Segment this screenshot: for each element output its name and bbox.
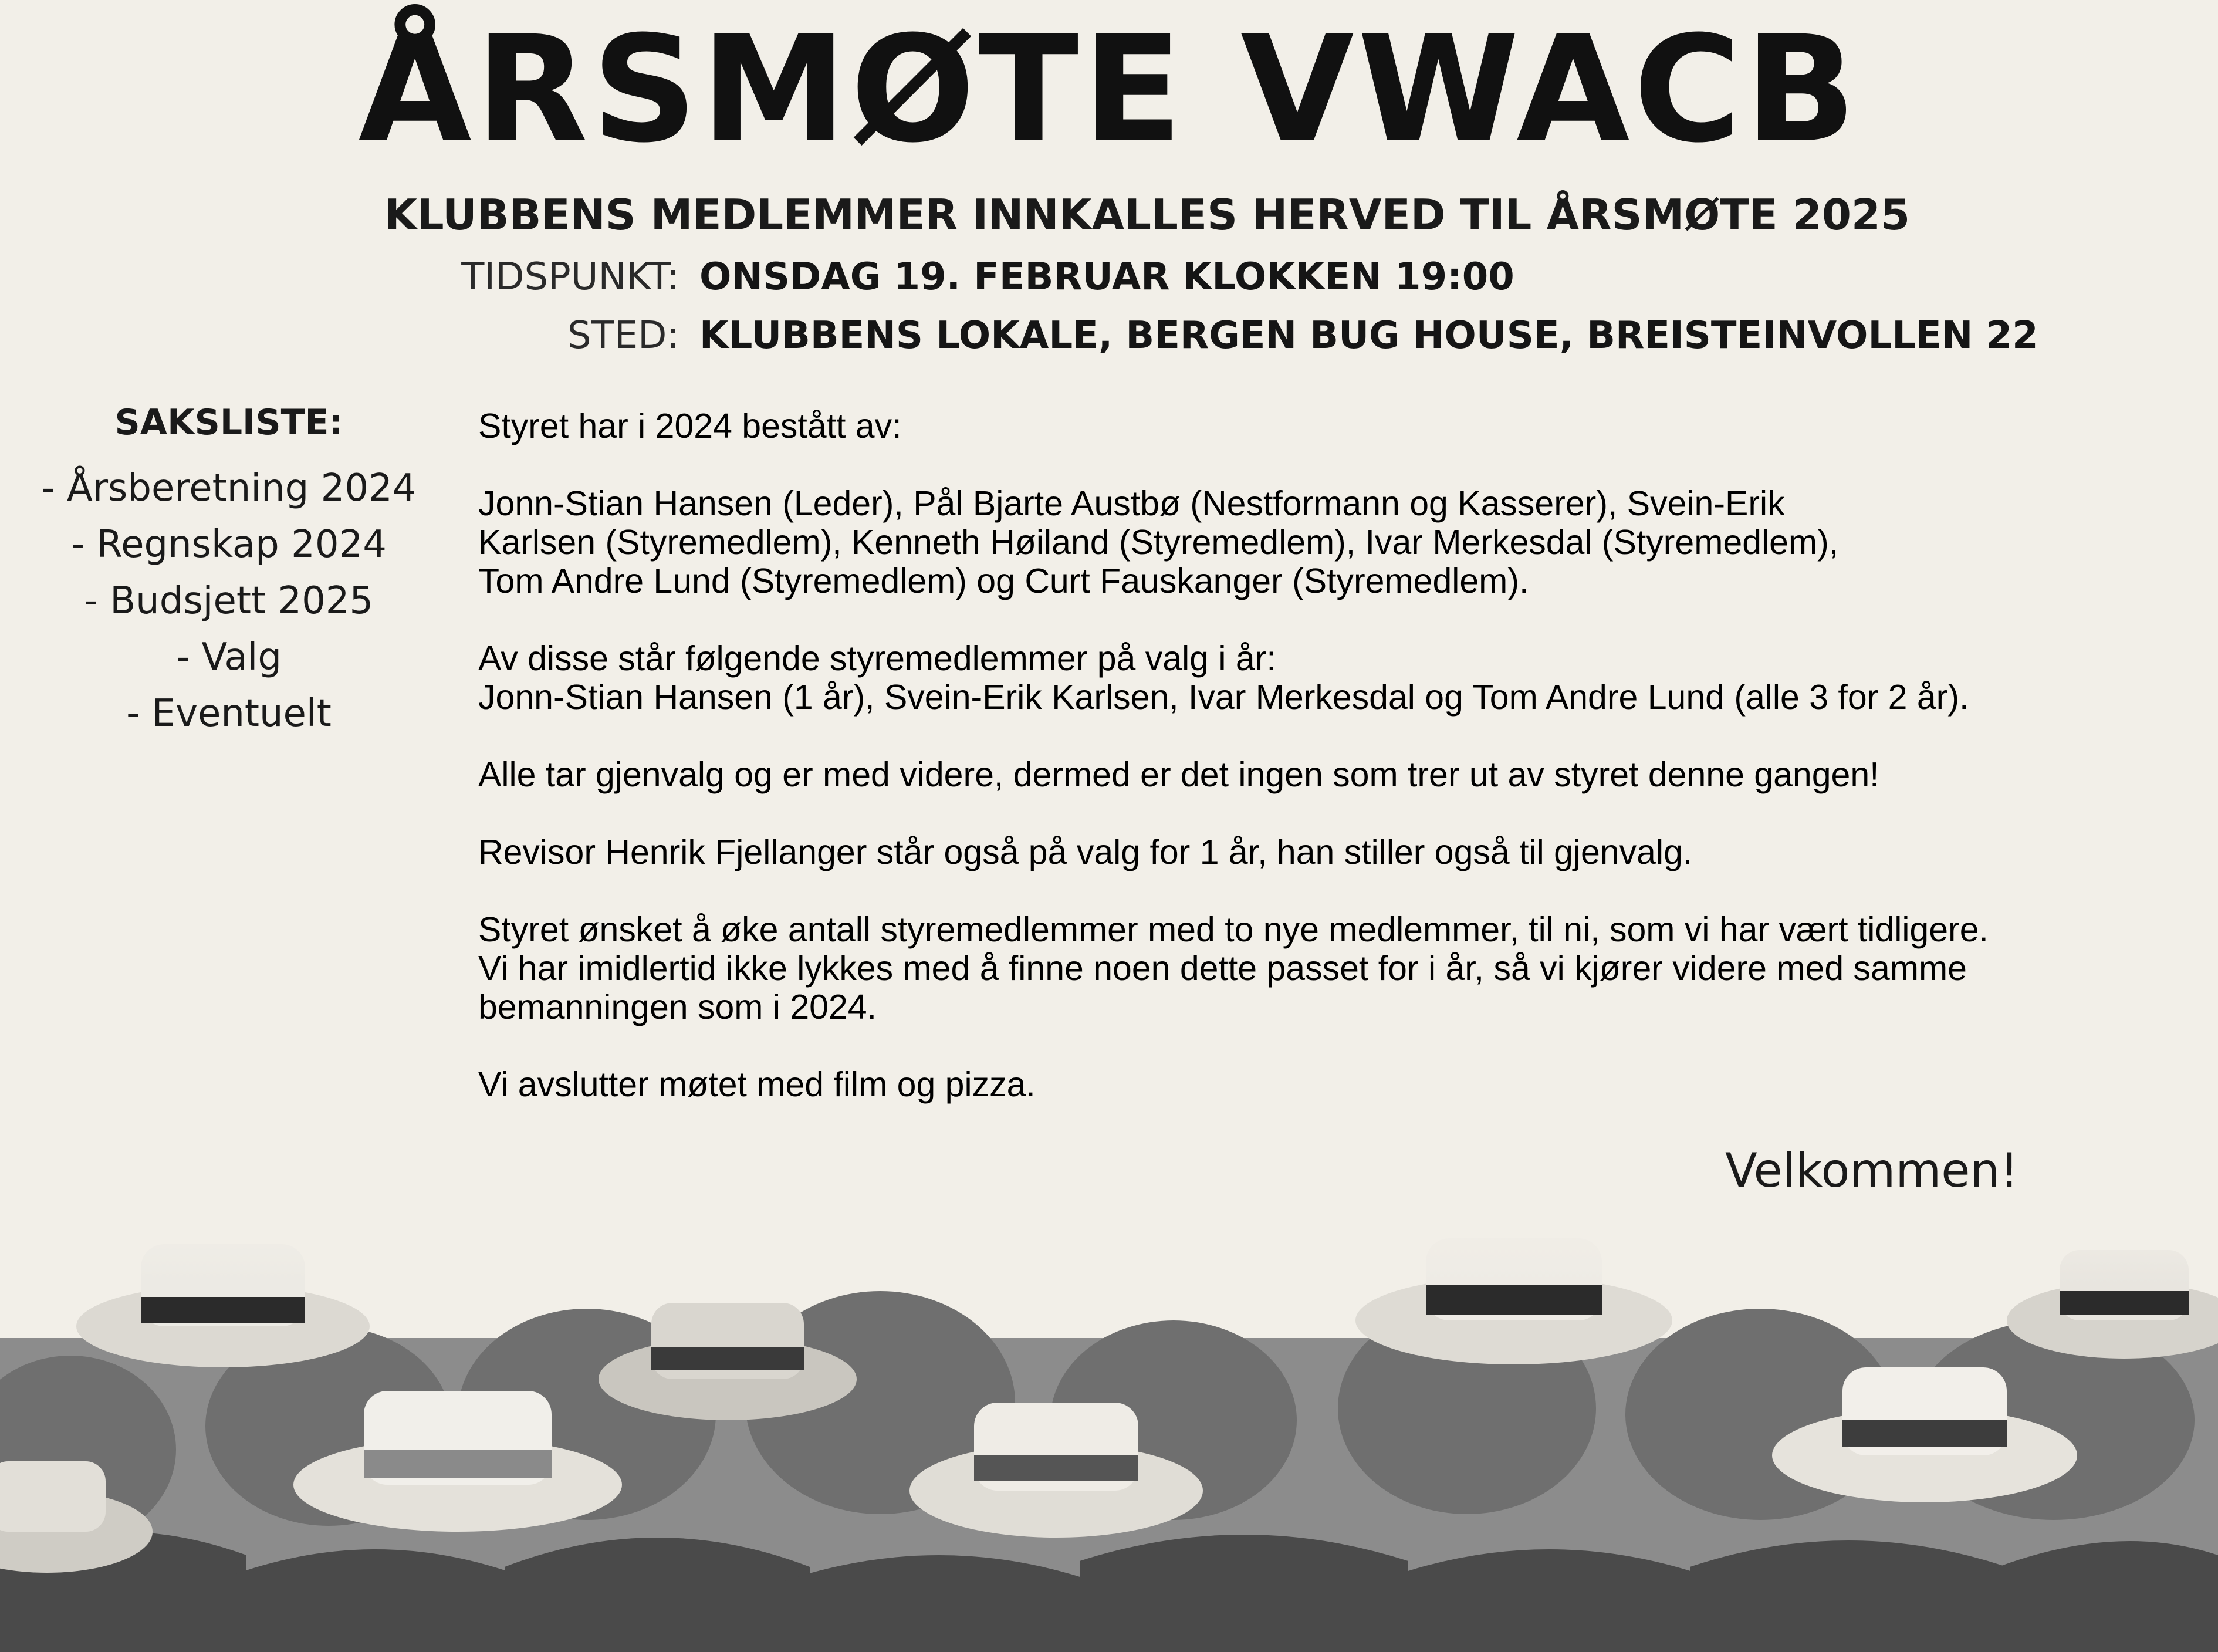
text-line: Alle tar gjenvalg og er med videre, dermed er det ingen som trer ut av styret denne gangen! (478, 755, 1879, 794)
agenda-item: - Regnskap 2024 (71, 523, 387, 566)
place-label: STED: (567, 314, 679, 357)
text-line: Styret har i 2024 bestått av: (478, 407, 902, 445)
expansion-paragraph (478, 910, 2197, 1026)
time-label: TIDSPUNKT: (461, 255, 679, 299)
election-paragraph (478, 639, 2197, 717)
text-line: bemanningen som i 2024. (478, 988, 877, 1026)
time-value: ONSDAG 19. FEBRUAR KLOKKEN 19:00 (699, 255, 1514, 299)
text-line: Revisor Henrik Fjellanger står også på valg for 1 år, han stiller også til gjenvalg. (478, 833, 1693, 871)
page-title: ÅRSMØTE VWACB (358, 4, 1860, 175)
auditor-paragraph (478, 833, 2197, 871)
text-line: Jonn-Stian Hansen (Leder), Pål Bjarte Austbø (Nestformann og Kasserer), Svein-Erik (478, 484, 1785, 523)
agenda (23, 402, 434, 742)
agenda-item: - Valg (176, 636, 282, 679)
place-value: KLUBBENS LOKALE, BERGEN BUG HOUSE, BREISTEINVOLLEN 22 (699, 314, 2038, 357)
text-line: Jonn-Stian Hansen (1 år), Svein-Erik Karlsen, Ivar Merkesdal og Tom Andre Lund (alle 3 for 2 år). (478, 678, 1969, 717)
agenda-item: - Budsjett 2025 (84, 579, 374, 623)
body-text (478, 407, 2197, 1143)
place-row (0, 314, 679, 364)
agenda-item: - Årsberetning 2024 (41, 467, 417, 510)
text-line: Karlsen (Styremedlem), Kenneth Høiland (Styremedlem), Ivar Merkesdal (Styremedlem), (478, 523, 1839, 562)
text-line: Tom Andre Lund (Styremedlem) og Curt Fauskanger (Styremedlem). (478, 562, 1529, 600)
invitation-subtitle: KLUBBENS MEDLEMMER INNKALLES HERVED TIL ÅRSMØTE 2025 (384, 190, 1911, 239)
agenda-title: SAKSLISTE: (114, 402, 343, 443)
reelection-paragraph (478, 755, 2197, 794)
text-line: Styret ønsket å øke antall styremedlemmer med to nye medlemmer, til ni, som vi har vært tidligere. (478, 910, 1989, 949)
time-row (0, 255, 679, 305)
agenda-item: - Eventuelt (126, 692, 332, 735)
board-intro-paragraph (478, 407, 2197, 445)
text-line: Av disse står følgende styremedlemmer på valg i år: (478, 639, 1276, 678)
top-fade (0, 1203, 2218, 1652)
text-line: Vi avslutter møtet med film og pizza. (478, 1065, 1036, 1104)
text-line: Vi har imidlertid ikke lykkes med å finne noen dette passet for i år, så vi kjører videre med samme (478, 949, 1967, 988)
board-members-paragraph (478, 484, 2197, 600)
welcome-text: Velkommen! (1725, 1143, 2019, 1198)
closing-paragraph (478, 1065, 2197, 1104)
crowd-of-hats-illustration (0, 1203, 2218, 1652)
